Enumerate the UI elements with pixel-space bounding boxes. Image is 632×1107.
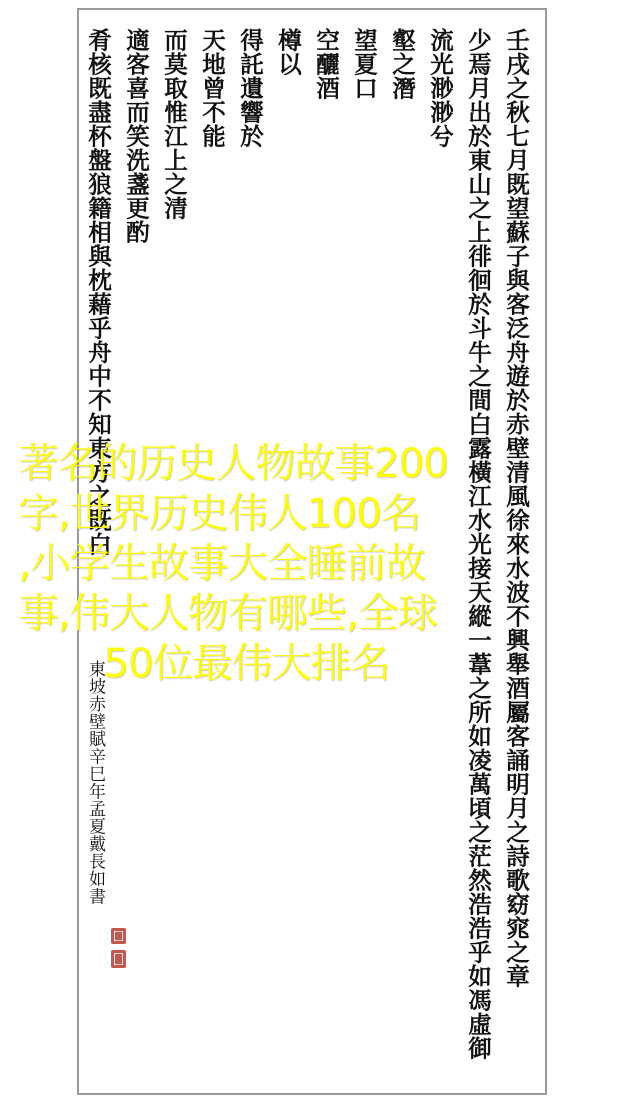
text-column-4: 壑之潛: [388, 28, 416, 100]
seal-stamp-2: [111, 950, 126, 968]
overlay-line-2: 字,世界历史伟人100名: [18, 489, 421, 537]
text-column-12: 肴核既盡杯盤狼籍相與枕藉乎舟中不知東方之既白: [84, 28, 112, 556]
text-column-2: 少焉月出於東山之上徘徊於斗牛之間白露橫江水光接天縱一葦之所如凌萬頃之茫然浩浩乎如馮虛御: [464, 28, 492, 1060]
overlay-line-4: 事,伟大人物有哪些,全球: [18, 589, 437, 637]
overlay-line-3: ,小学生故事大全睡前故: [18, 539, 425, 587]
overlay-caption: [18, 438, 618, 688]
text-column-7: 樽以: [274, 28, 302, 76]
text-column-6: 空釃酒: [312, 28, 340, 100]
text-column-8: 得託遺響於: [236, 28, 264, 148]
text-column-1: 壬戌之秋七月既望蘇子與客泛舟遊於赤壁清風徐來水波不興舉酒屬客誦明月之詩歌窈窕之章: [502, 28, 530, 988]
text-column-9: 天地曾不能: [198, 28, 226, 148]
text-column-11: 適客喜而笑洗盞更酌: [122, 28, 150, 244]
overlay-line-1: 著名的历史人物故事200: [18, 439, 448, 487]
seal-stamp-1: [111, 928, 126, 944]
text-column-3: 流光渺渺兮: [426, 28, 454, 148]
signature-column: 東坡赤壁賦辛巳年孟夏戴長如書: [85, 660, 105, 905]
text-column-5: 望夏口: [350, 28, 378, 100]
text-column-10: 而莫取惟江上之清: [160, 28, 188, 220]
overlay-line-5: 50位最伟大排名: [103, 639, 390, 687]
